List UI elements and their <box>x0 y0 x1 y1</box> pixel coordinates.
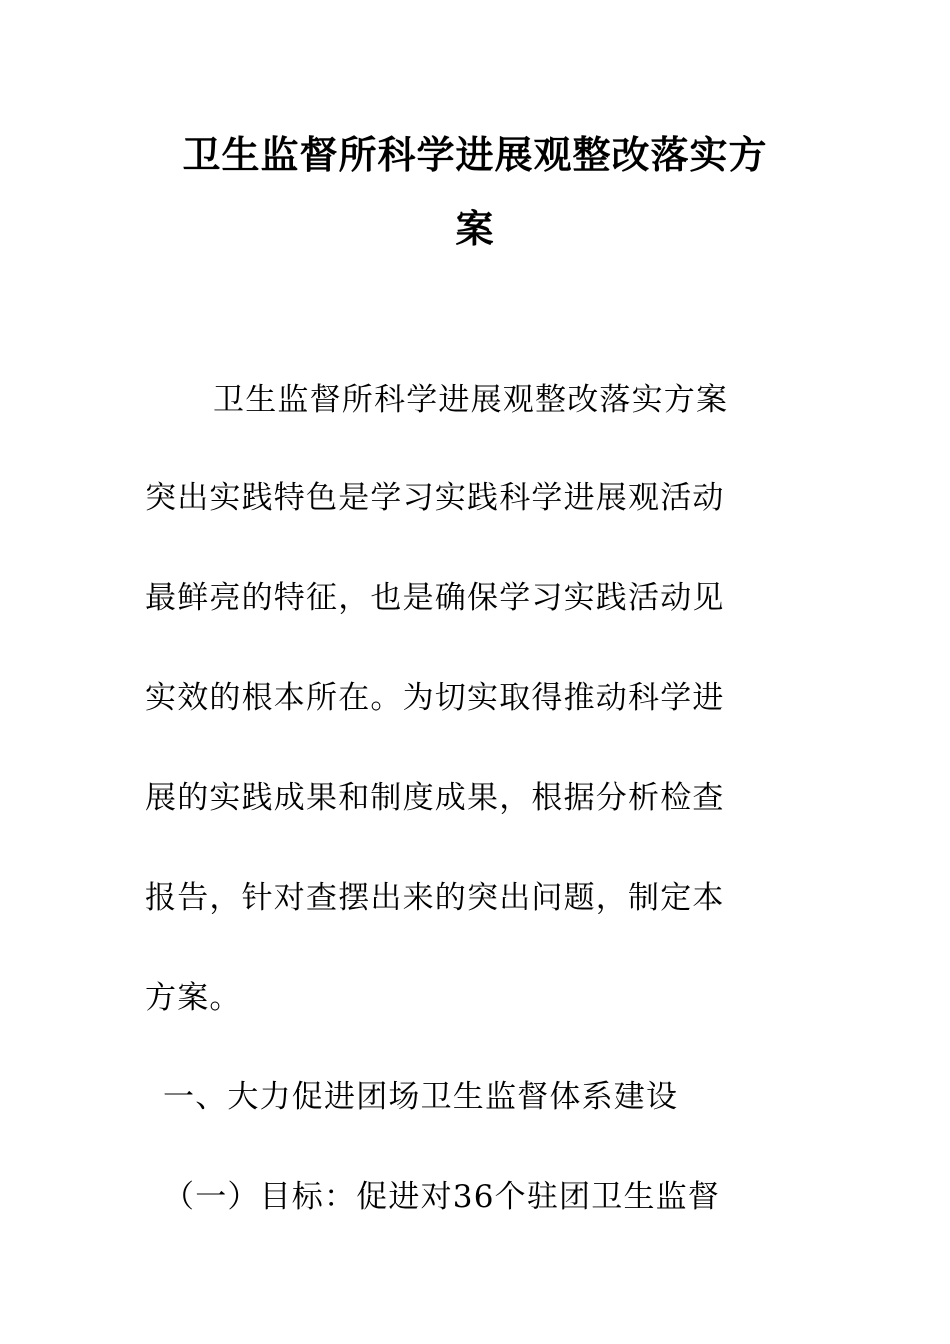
document-title <box>145 118 805 266</box>
body-line-3: 最鲜亮的特征，也是确保学习实践活动见 <box>145 580 725 616</box>
body-line-2: 突出实践特色是学习实践科学进展观活动 <box>145 480 725 516</box>
body-line-7: 方案。 <box>145 980 242 1016</box>
body-line-4: 实效的根本所在。为切实取得推动科学进 <box>145 680 725 716</box>
section-heading: 一、大力促进团场卫生监督体系建设 <box>163 1079 679 1115</box>
title-line-1: 卫生监督所科学进展观整改落实方 <box>182 133 768 177</box>
title-line-2: 案 <box>455 207 495 251</box>
body-line-6: 报告，针对查摆出来的突出问题，制定本 <box>145 880 725 916</box>
body-line-5: 展的实践成果和制度成果，根据分析检查 <box>145 780 725 816</box>
body-line-1: 卫生监督所科学进展观整改落实方案 <box>213 382 729 418</box>
subsection-line: （一）目标：促进对36个驻团卫生监督 <box>163 1179 721 1215</box>
